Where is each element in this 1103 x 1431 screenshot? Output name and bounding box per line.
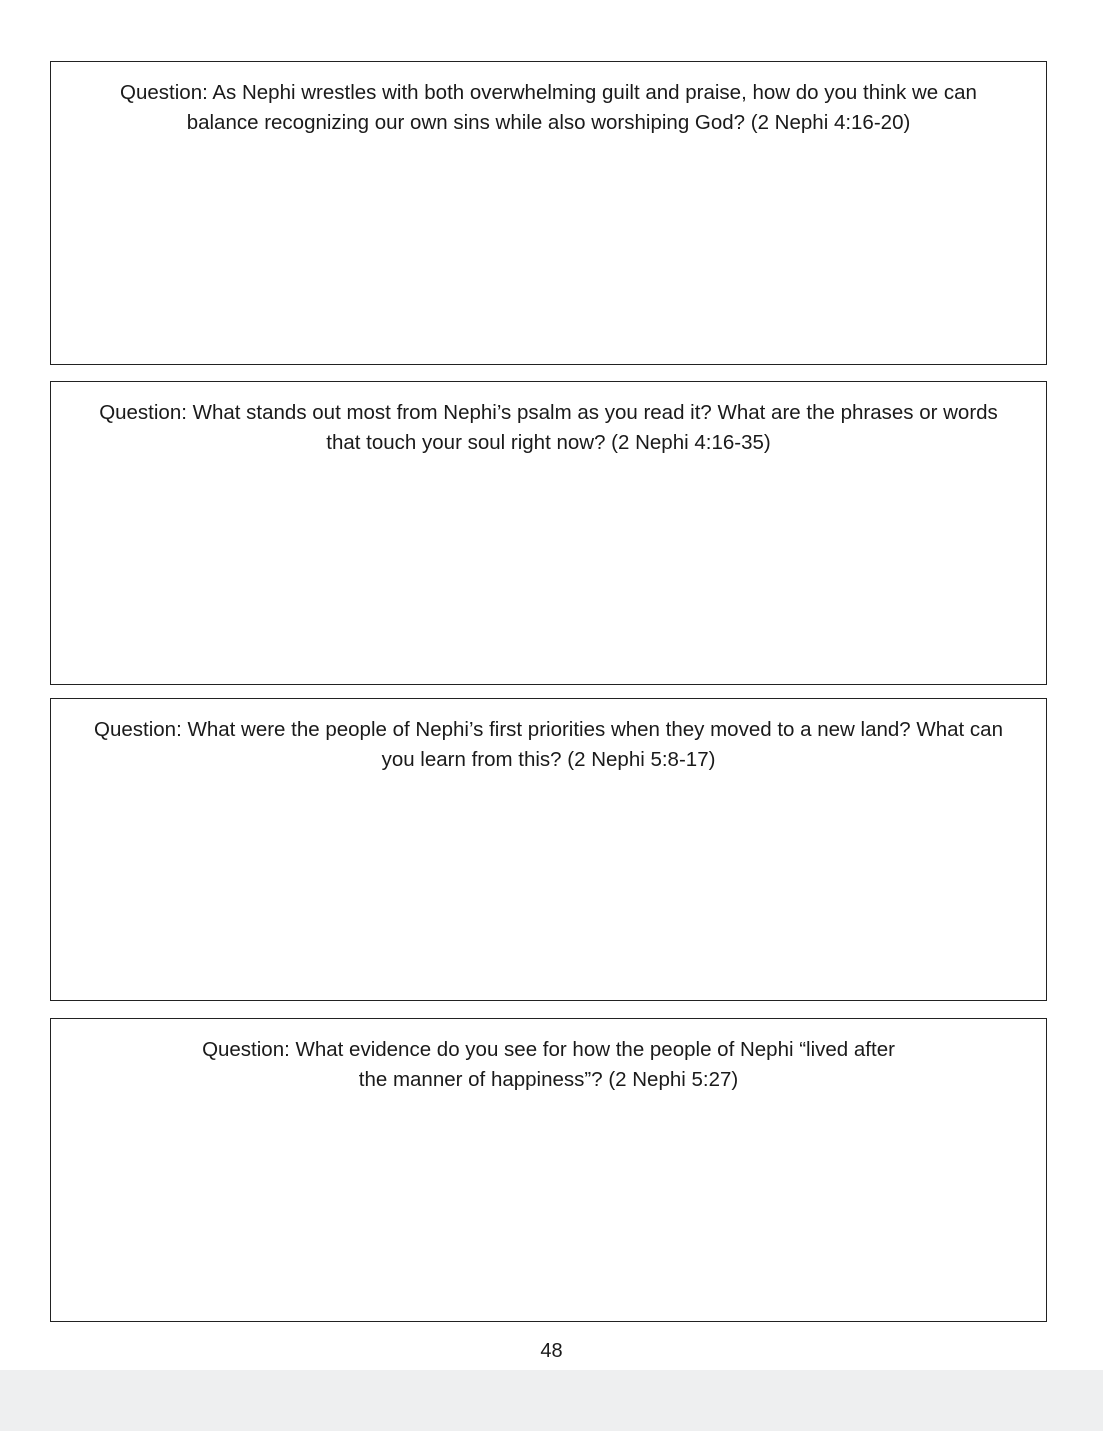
question-box-3[interactable] (50, 698, 1047, 1001)
question-box-1[interactable] (50, 61, 1047, 365)
question-text: Question: What stands out most from Nephi’s psalm as you read it? What are the phrases or words that touch your soul right now? (2 Nephi 4:16-35) (99, 401, 998, 454)
question-box-2[interactable] (50, 381, 1047, 685)
question-text: Question: What evidence do you see for how the people of Nephi “lived after the manner of happiness”? (2 Nephi 5:27) (202, 1038, 895, 1091)
question-text: Question: As Nephi wrestles with both overwhelming guilt and praise, how do you think we can balance recognizing our own sins while also worshiping God? (2 Nephi 4:16-20) (120, 81, 977, 134)
question-text: Question: What were the people of Nephi’s first priorities when they moved to a new land? What can you learn from this? (2 Nephi 5:8-17) (94, 718, 1003, 771)
question-box-4[interactable] (50, 1018, 1047, 1322)
page-number: 48 (540, 1340, 563, 1362)
